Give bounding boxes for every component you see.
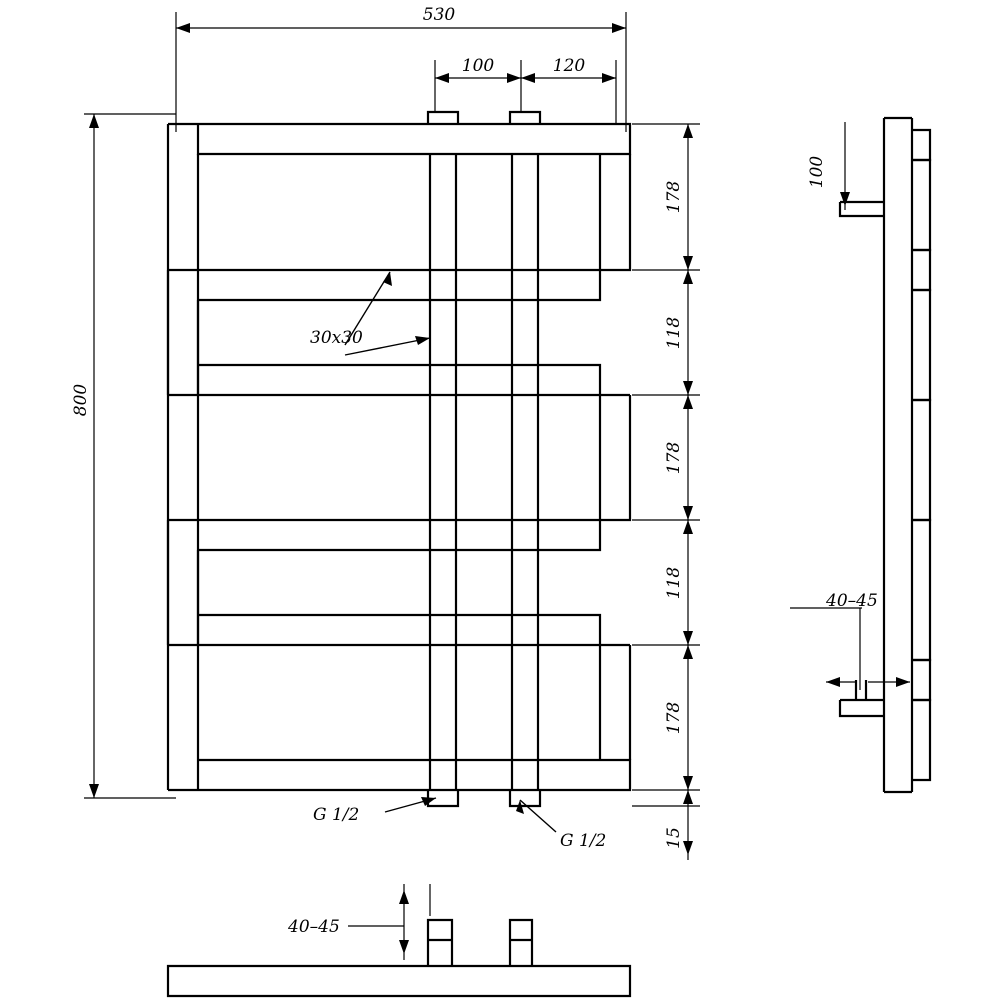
leader-thread-right [516, 800, 556, 832]
dim-connector-left: 100 [461, 56, 495, 76]
label-profile: 30x30 [310, 328, 363, 348]
bottom-view-dimensions [348, 884, 430, 960]
dim-side-depth: 100 [807, 155, 827, 189]
dim-segment-5: 178 [664, 701, 684, 735]
dimension-lines-left [84, 114, 176, 798]
label-thread-left: G 1/2 [313, 805, 360, 825]
side-view-body [840, 118, 930, 792]
dim-segment-1: 178 [664, 180, 684, 214]
bottom-view-body [168, 920, 630, 996]
dim-segment-4: 118 [664, 566, 684, 600]
dim-wall-offset-plan: 40–45 [288, 917, 340, 937]
dim-connector-right: 120 [552, 56, 586, 76]
dim-segment-3: 178 [664, 441, 684, 475]
front-view-body [168, 112, 630, 806]
dim-bottom-offset: 15 [664, 827, 684, 849]
dim-total-width: 530 [422, 5, 456, 25]
dimension-lines-right [632, 124, 700, 860]
dim-total-height: 800 [71, 383, 91, 417]
dim-wall-offset-side: 40–45 [826, 591, 878, 611]
label-thread-right: G 1/2 [560, 831, 607, 851]
dim-segment-2: 118 [664, 316, 684, 350]
